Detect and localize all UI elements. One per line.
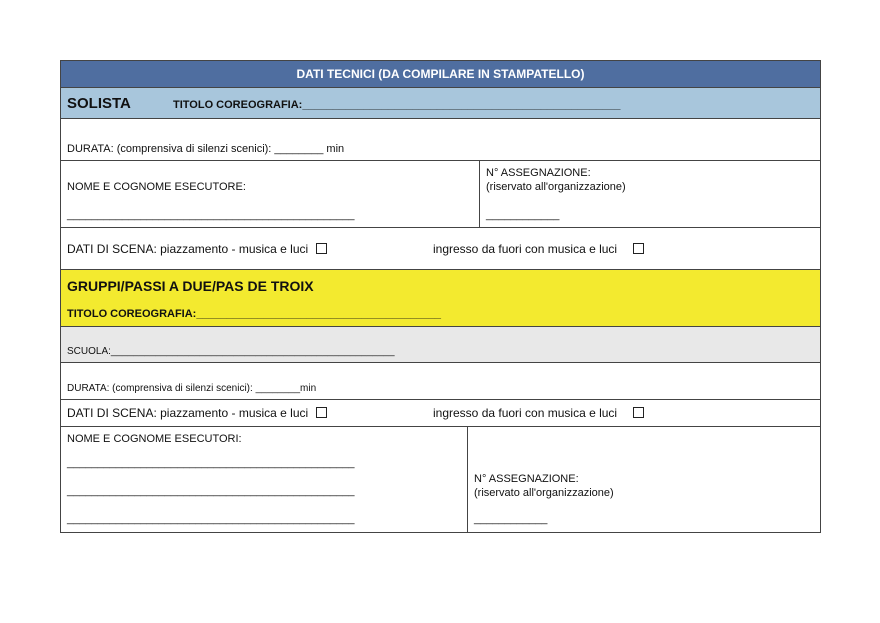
- gruppi-durata-row: [61, 363, 820, 400]
- gruppi-durata-field[interactable]: DURATA: (comprensiva di silenzi scenici): ________min: [67, 383, 317, 394]
- solista-section: [61, 88, 820, 119]
- form-header: [61, 61, 820, 88]
- gruppi-scuola-field[interactable]: SCUOLA:___________________________________________________: [67, 346, 395, 357]
- gruppi-scena-row: [61, 400, 820, 427]
- gruppi-assegnazione-cell: [468, 427, 820, 532]
- solista-scena-checkbox[interactable]: [316, 243, 327, 254]
- gruppi-assegnazione-label: N° ASSEGNAZIONE:: [474, 473, 579, 485]
- gruppi-scena-option: [67, 406, 327, 420]
- solista-ingresso-option: [433, 242, 644, 256]
- solista-ingresso-label: ingresso da fuori con musica e luci: [433, 242, 618, 256]
- solista-assegnazione-label: N° ASSEGNAZIONE:: [486, 167, 591, 179]
- gruppi-ingresso-label: ingresso da fuori con musica e luci: [433, 406, 618, 420]
- solista-assegnazione-note: (riservato all'organizzazione): [486, 181, 626, 193]
- gruppi-nome-label: NOME E COGNOME ESECUTORI:: [67, 433, 242, 445]
- gruppi-scena-checkbox[interactable]: [316, 407, 327, 418]
- solista-durata-row: [61, 119, 820, 161]
- gruppi-heading: GRUPPI/PASSI A DUE/PAS DE TROIX: [67, 278, 314, 294]
- solista-scena-row: [61, 228, 820, 270]
- gruppi-nome-line-3[interactable]: _______________________________________________: [67, 513, 355, 525]
- gruppi-assegnazione-note: (riservato all'organizzazione): [474, 487, 614, 499]
- solista-nome-row: [61, 161, 820, 228]
- gruppi-ingresso-checkbox[interactable]: [633, 407, 644, 418]
- gruppi-titolo-field[interactable]: TITOLO COREOGRAFIA:________________________________________: [67, 308, 442, 320]
- gruppi-nome-row: [61, 427, 820, 532]
- solista-assegnazione-line: ____________: [486, 209, 560, 221]
- gruppi-ingresso-option: [433, 406, 644, 420]
- solista-assegnazione-cell: [480, 161, 820, 227]
- gruppi-section: [61, 270, 820, 327]
- solista-ingresso-checkbox[interactable]: [633, 243, 644, 254]
- technical-data-form: [60, 60, 821, 533]
- solista-titolo-field[interactable]: TITOLO COREOGRAFIA:____________________________________________________: [173, 99, 621, 111]
- solista-nome-label: NOME E COGNOME ESECUTORE:: [67, 181, 246, 193]
- solista-heading: SOLISTA: [67, 95, 131, 112]
- solista-scena-label: DATI DI SCENA: piazzamento - musica e luci: [67, 242, 309, 256]
- gruppi-scuola-row: [61, 327, 820, 363]
- gruppi-assegnazione-line: ____________: [474, 513, 548, 525]
- solista-nome-cell: [61, 161, 480, 227]
- solista-durata-field[interactable]: DURATA: (comprensiva di silenzi scenici): ________ min: [67, 143, 345, 155]
- solista-scena-option: [67, 242, 327, 256]
- form-title: DATI TECNICI (DA COMPILARE IN STAMPATELLO): [296, 67, 585, 81]
- solista-nome-line[interactable]: _______________________________________________: [67, 209, 355, 221]
- gruppi-scena-label: DATI DI SCENA: piazzamento - musica e luci: [67, 406, 309, 420]
- gruppi-nome-cell: [61, 427, 468, 532]
- gruppi-nome-line-2[interactable]: _______________________________________________: [67, 485, 355, 497]
- gruppi-nome-line-1[interactable]: _______________________________________________: [67, 457, 355, 469]
